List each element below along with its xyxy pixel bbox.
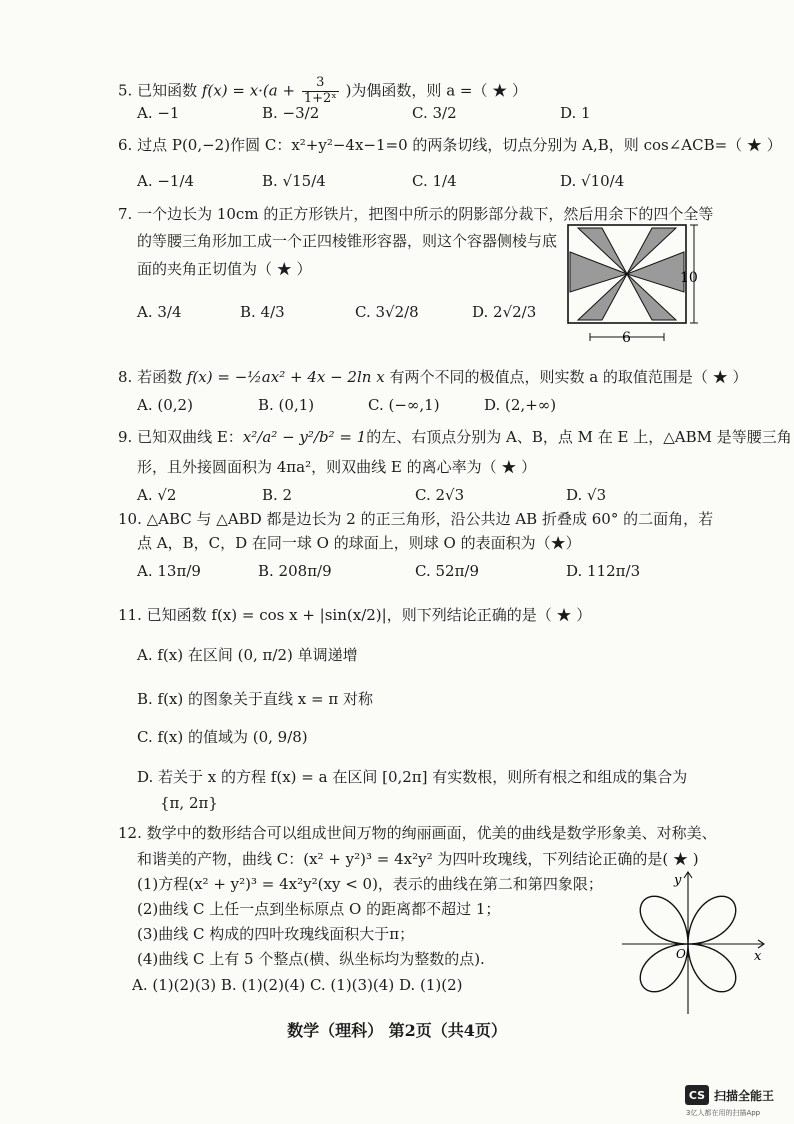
q7-option-b: B. 4/3 xyxy=(240,303,285,321)
q7-base-label: 6 xyxy=(622,330,631,346)
q12-rose-curve-figure xyxy=(618,868,768,1016)
q7-line2: 的等腰三角形加工成一个正四棱锥形容器，则这个容器侧棱与底 xyxy=(137,232,558,250)
q9-option-c: C. 2√3 xyxy=(415,486,465,504)
q12-line2: 和谐美的产物，曲线 C：(x² + y²)³ = 4x²y² 为四叶玫瑰线，下列结论正确的是( ★ ) xyxy=(137,850,699,868)
q6-option-b: B. √15/4 xyxy=(262,172,326,190)
q5-option-b: B. −3/2 xyxy=(262,104,320,122)
q5-fraction: $\frac{3}{\text{1+2ˣ}}$ xyxy=(303,75,337,106)
q10-option-d: D. 112π/3 xyxy=(566,562,641,580)
q12-statement-1: (1)方程(x² + y²)³ = 4x²y²(xy < 0)，表示的曲线在第二和第四象限； xyxy=(137,875,603,893)
q11-option-d-cont: {π, 2π} xyxy=(160,794,218,812)
q9-option-b: B. 2 xyxy=(262,486,293,504)
q12-y-label: y xyxy=(674,873,682,888)
q11-option-b: B. f(x) 的图象关于直线 x = π 对称 xyxy=(137,690,374,708)
q5-option-a: A. −1 xyxy=(137,104,180,122)
q10-option-a: A. 13π/9 xyxy=(137,562,201,580)
q12-statement-2: (2)曲线 C 上任一点到坐标原点 O 的距离都不超过 1； xyxy=(137,900,501,918)
q12-statement-3: (3)曲线 C 构成的四叶玫瑰线面积大于π； xyxy=(137,925,415,943)
q12-origin-label: O xyxy=(676,947,686,961)
q8-option-d: D. (2,+∞) xyxy=(484,396,557,414)
q7-line3: 面的夹角正切值为（ ★ ） xyxy=(137,260,312,278)
q8-stem: 8. 若函数 f(x) = −½ax² + 4x − 2ln x 有两个不同的极值点，则实数 a 的取值范围是（ ★ ） xyxy=(118,368,748,386)
q7-square-figure xyxy=(560,222,710,352)
q5-stem: 5. 已知函数 f(x) = x·(a + $\frac{3}{\text{1+2ˣ}}$ )为偶函数，则 a =（ ★ ） xyxy=(118,75,528,106)
q10-option-c: C. 52π/9 xyxy=(415,562,480,580)
q11-stem: 11. 已知函数 f(x) = cos x + |sin(x/2)|，则下列结论正确的是（ ★ ） xyxy=(118,606,592,624)
q8-option-b: B. (0,1) xyxy=(258,396,315,414)
q6-option-a: A. −1/4 xyxy=(137,172,195,190)
q8-option-c: C. (−∞,1) xyxy=(368,396,440,414)
scanner-tagline: 3亿人都在用的扫描App xyxy=(686,1109,761,1117)
q8-option-a: A. (0,2) xyxy=(137,396,193,414)
q7-option-a: A. 3/4 xyxy=(137,303,182,321)
q7-option-c: C. 3√2/8 xyxy=(355,303,419,321)
q9-line2: 形，且外接圆面积为 4πa²，则双曲线 E 的离心率为（ ★ ） xyxy=(137,458,537,476)
scanner-logo xyxy=(685,1085,774,1105)
q12-x-label: x xyxy=(754,949,762,964)
q11-option-d: D. 若关于 x 的方程 f(x) = a 在区间 [0,2π] 有实数根，则所有根之和组成的集合为 xyxy=(137,768,688,786)
q6-stem: 6. 过点 P(0,−2)作圆 C：x²+y²−4x−1=0 的两条切线，切点分别为 A,B，则 cos∠ACB=（ ★ ） xyxy=(118,136,782,154)
scanner-app-name: 扫描全能王 xyxy=(714,1088,775,1103)
q9-option-a: A. √2 xyxy=(137,486,177,504)
q11-option-a: A. f(x) 在区间 (0, π/2) 单调递增 xyxy=(137,646,358,664)
q10-line2: 点 A，B，C，D 在同一球 O 的球面上，则球 O 的表面积为（★） xyxy=(137,534,581,552)
q7-line1: 7. 一个边长为 10cm 的正方形铁片，把图中所示的阴影部分裁下，然后用余下的四个全等 xyxy=(118,205,714,223)
q7-option-d: D. 2√2/3 xyxy=(472,303,537,321)
q11-option-c: C. f(x) 的值域为 (0, 9/8) xyxy=(137,728,308,746)
q5-option-c: C. 3/2 xyxy=(412,104,457,122)
q6-option-c: C. 1/4 xyxy=(412,172,457,190)
q10-line1: 10. △ABC 与 △ABD 都是边长为 2 的正三角形，沿公共边 AB 折叠成 60° 的二面角，若 xyxy=(118,510,714,528)
q7-side-label: 10 xyxy=(680,270,698,286)
q5-option-d: D. 1 xyxy=(560,104,591,122)
q10-option-b: B. 208π/9 xyxy=(258,562,332,580)
q6-option-d: D. √10/4 xyxy=(560,172,625,190)
q12-line1: 12. 数学中的数形结合可以组成世间万物的绚丽画面，优美的曲线是数学形象美、对称美、 xyxy=(118,824,717,842)
q12-statement-4: (4)曲线 C 上有 5 个整点(横、纵坐标均为整数的点). xyxy=(137,950,485,968)
q9-option-d: D. √3 xyxy=(566,486,607,504)
scanner-logo-icon: CS xyxy=(685,1085,709,1105)
q12-options: A. (1)(2)(3) B. (1)(2)(4) C. (1)(3)(4) D. (1)(2) xyxy=(132,976,463,994)
page-footer: 数学（理科） 第2页（共4页） xyxy=(287,1021,507,1040)
q9-line1: 9. 已知双曲线 E：x²/a² − y²/b² = 1的左、右顶点分别为 A、B，点 M 在 E 上，△ABM 是等腰三角 xyxy=(118,428,792,446)
